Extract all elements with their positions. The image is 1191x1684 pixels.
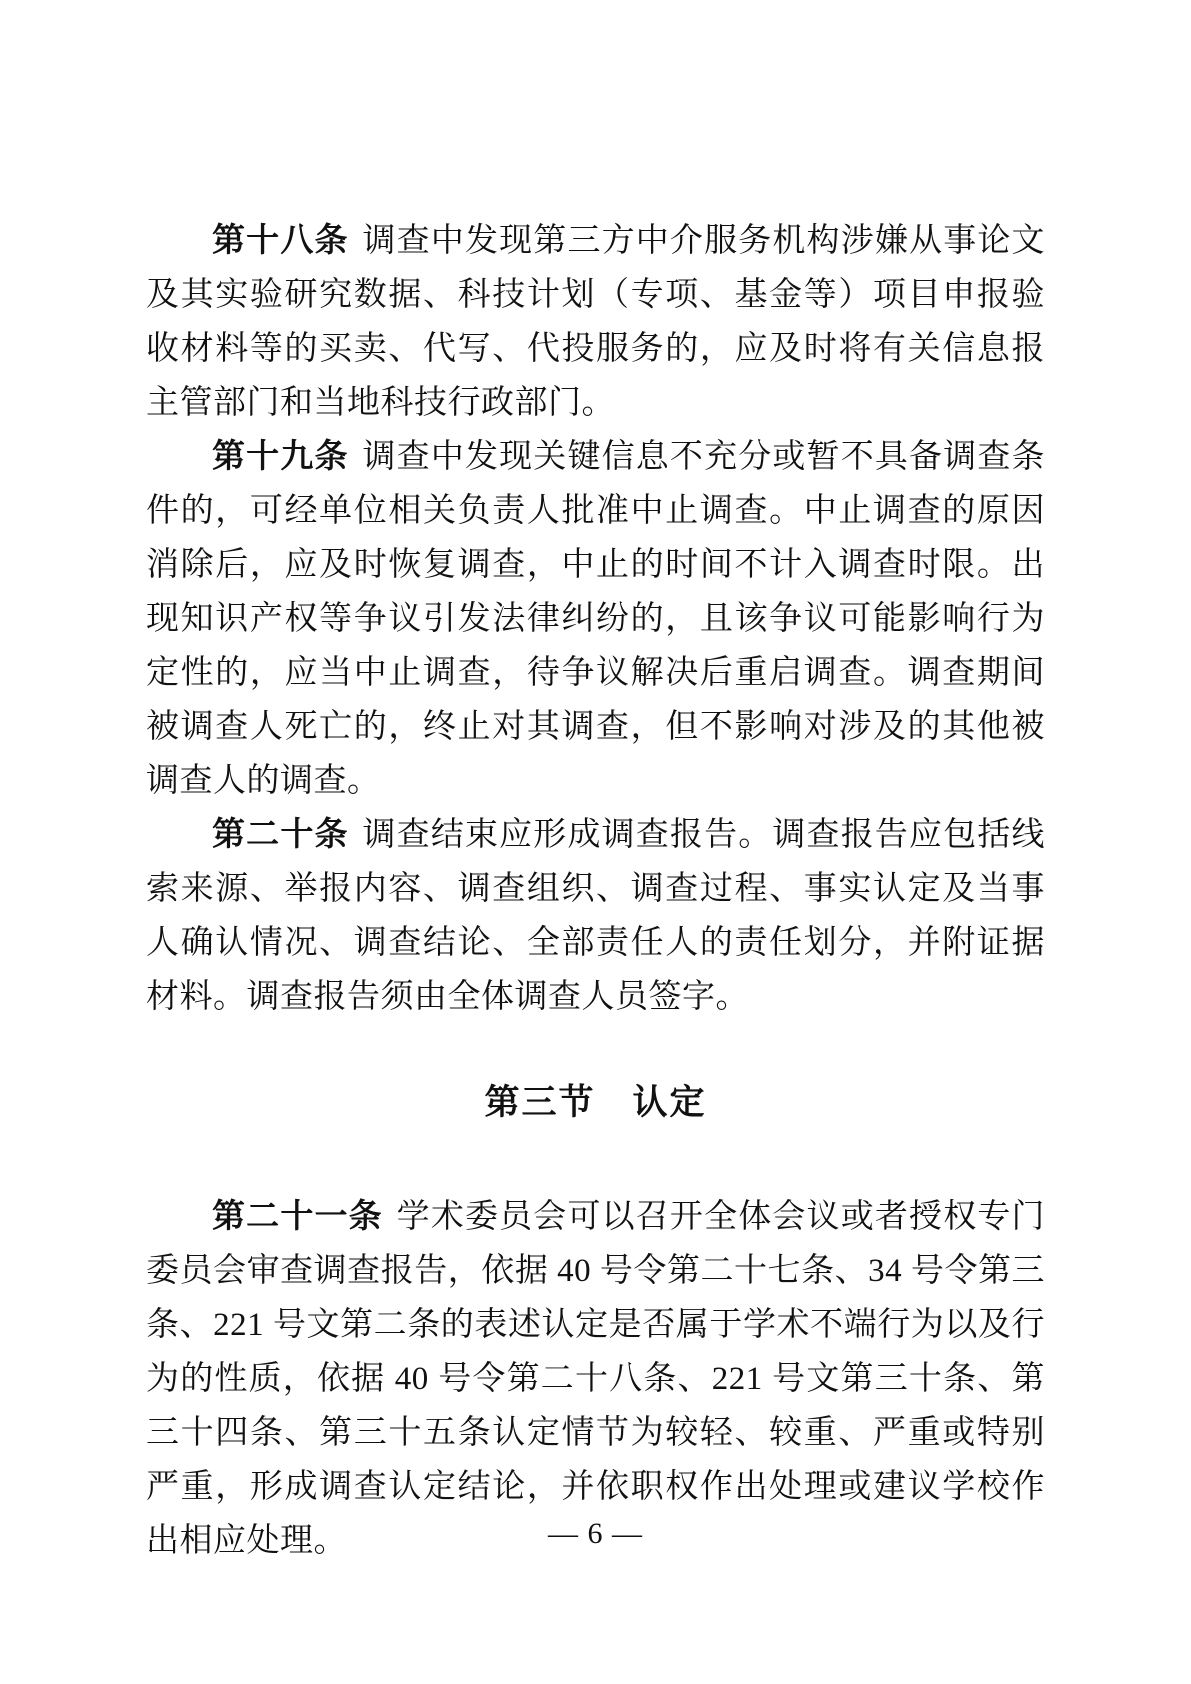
article-19-paragraph [146,430,1045,808]
article-18-text: 调查中发现第三方中介服务机构涉嫌从事论文及其实验研究数据、科技计划（专项、基金等）项目申报验收材料等的买卖、代写、代投服务的，应及时将有关信息报主管部门和当地科技行政部门。 [146,223,1046,421]
section-heading: 第三节 认定 [484,1083,707,1122]
article-18-paragraph [146,214,1045,430]
article-18-number: 第十八条 [212,223,349,259]
page-content [146,214,1045,1568]
page-footer [0,1516,1191,1552]
page-number: — 6 — [548,1517,643,1550]
article-19-text: 调查中发现关键信息不充分或暂不具备调查条件的，可经单位相关负责人批准中止调查。中止调查的原因消除后，应及时恢复调查，中止的时间不计入调查时限。出现知识产权等争议引发法律纠纷的，且该争议可能影响行为定性的，应当中止调查，待争议解决后重启调查。调查期间被调查人死亡的，终止对其调查，但不影响对涉及的其他被调查人的调查。 [146,439,1046,799]
article-21-text: 学术委员会可以召开全体会议或者授权专门委员会审查调查报告，依据 40 号令第二十七条、34 号令第三条、221 号文第二条的表述认定是否属于学术不端行为以及行为的性质，依据 40 号令第二十八条、221 号文第三十条、第三十四条、第三十五条认定情节为较轻、较重、严重或特别严重，形成调查认定结论，并依职权作出处理或建议学校作出相应处理。 [146,1199,1046,1559]
article-19-number: 第十九条 [212,439,349,475]
article-20-number: 第二十条 [212,817,349,853]
article-20-text: 调查结束应形成调查报告。调查报告应包括线索来源、举报内容、调查组织、调查过程、事实认定及当事人确认情况、调查结论、全部责任人的责任划分，并附证据材料。调查报告须由全体调查人员签字。 [146,817,1046,1015]
article-20-paragraph [146,808,1045,1024]
article-21-paragraph [146,1190,1045,1568]
article-21-number: 第二十一条 [212,1199,383,1235]
